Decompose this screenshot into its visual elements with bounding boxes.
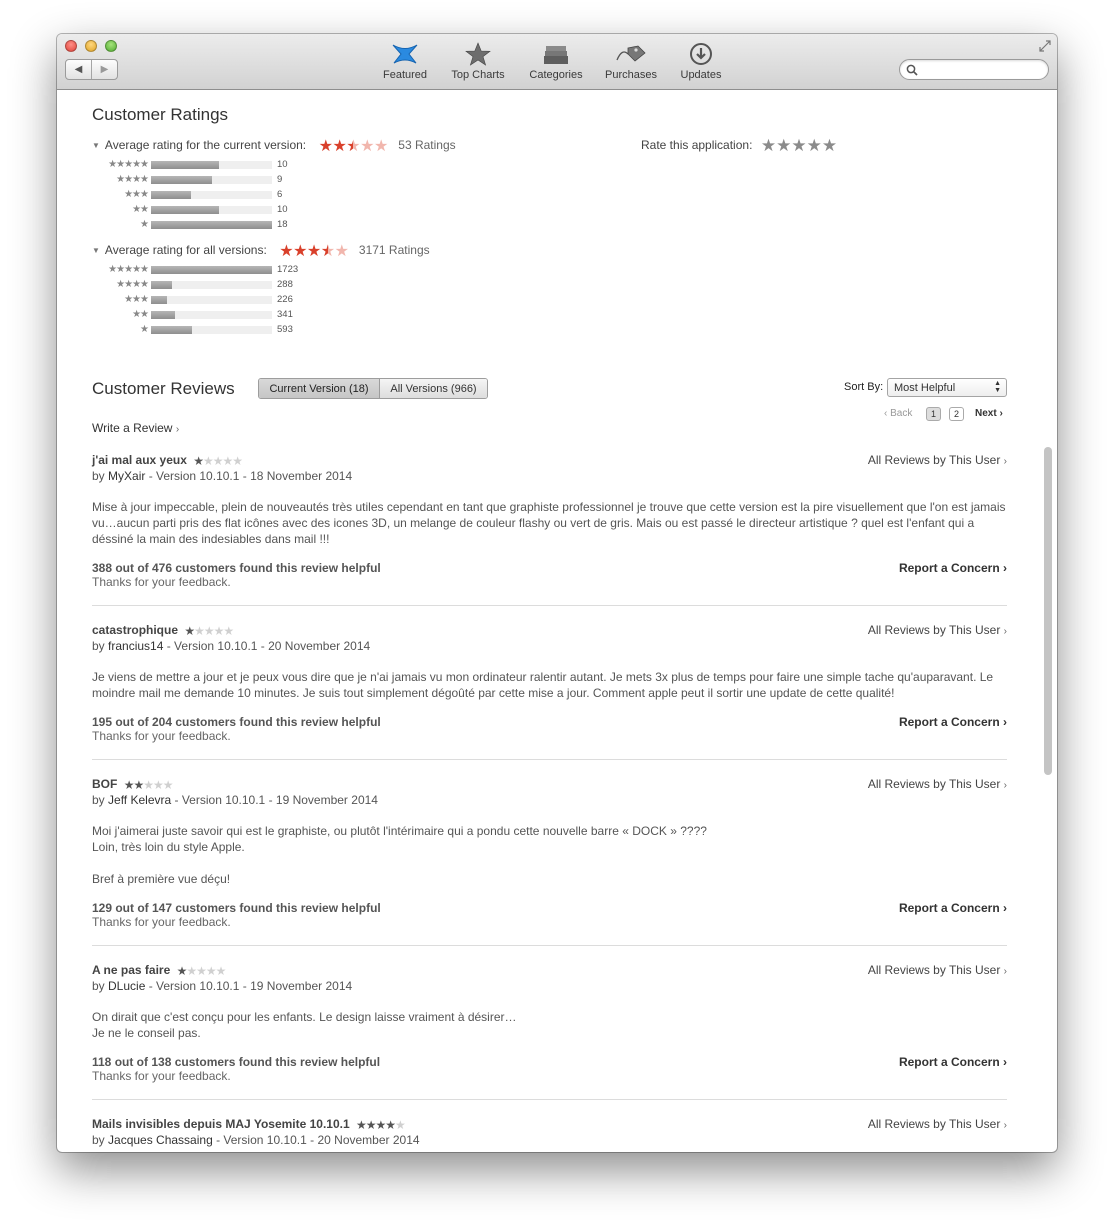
chevron-right-icon: › — [1003, 561, 1007, 575]
all-reviews-by-user-label: All Reviews by This User — [867, 623, 1001, 637]
all-reviews-by-user-link[interactable] — [868, 777, 1007, 791]
feedback-thanks: Thanks for your feedback. — [92, 575, 231, 589]
toolbar-top-charts[interactable] — [448, 42, 508, 81]
fullscreen-icon[interactable] — [1038, 39, 1052, 53]
zoom-button[interactable] — [105, 40, 117, 52]
review-by: by — [92, 979, 109, 993]
updates-icon — [688, 42, 714, 66]
chevron-right-icon: › — [1003, 966, 1007, 977]
all-reviews-by-user-link[interactable] — [868, 623, 1007, 637]
write-review-link[interactable] — [92, 421, 179, 435]
histogram-bar — [151, 296, 167, 304]
feedback-thanks: Thanks for your feedback. — [92, 915, 231, 929]
sort-by-label: Sort By: — [844, 381, 884, 393]
toolbar-featured[interactable] — [380, 42, 430, 81]
review-stars — [184, 625, 233, 638]
tab-all-versions[interactable]: All Versions (966) — [380, 379, 487, 398]
all-versions-rating — [92, 241, 430, 259]
histogram-track — [151, 311, 272, 319]
histogram-stars: ★ — [140, 219, 148, 230]
histogram-row — [92, 292, 298, 307]
histogram-row — [92, 217, 288, 232]
review-text-line: Je ne le conseil pas. — [92, 1026, 201, 1040]
review-author-link[interactable]: francius14 — [108, 639, 164, 653]
review-text — [92, 669, 1007, 701]
review-version-date: - Version 10.10.1 - 19 November 2014 — [145, 979, 353, 993]
histogram-track — [151, 206, 272, 214]
histogram-stars: ★★★ — [124, 294, 148, 305]
histogram-stars: ★★ — [132, 204, 148, 215]
sort-by-select[interactable] — [887, 378, 1007, 397]
review-text-line: Bref à première vue déçu! — [92, 872, 231, 886]
chevron-right-icon: › — [1003, 780, 1007, 791]
histogram-stars: ★ — [140, 324, 148, 335]
back-arrow-icon[interactable]: ◀ — [66, 60, 92, 79]
review-text — [92, 823, 1007, 887]
purchases-icon — [614, 42, 648, 66]
pagination-next-label: Next — [975, 408, 997, 419]
disclosure-triangle-icon[interactable]: ▼ — [92, 246, 100, 255]
toolbar-categories-label: Categories — [529, 69, 583, 81]
review-text-line — [92, 855, 1007, 871]
histogram-count: 10 — [277, 204, 288, 215]
histogram-count: 10 — [277, 159, 288, 170]
helpful-count: 195 out of 204 customers found this review helpful — [92, 715, 381, 729]
histogram-track — [151, 296, 272, 304]
review-divider — [92, 759, 1007, 760]
review-title: j'ai mal aux yeux — [92, 453, 187, 467]
review-stars — [177, 965, 226, 978]
review-stars — [356, 1119, 405, 1132]
histogram-bar — [151, 161, 219, 169]
histogram-track — [151, 326, 272, 334]
histogram-row — [92, 262, 298, 277]
toolbar-updates-label: Updates — [680, 69, 722, 81]
toolbar-top-charts-label: Top Charts — [451, 69, 505, 81]
customer-reviews-title: Customer Reviews — [92, 379, 235, 398]
histogram-bar — [151, 176, 212, 184]
chevron-right-icon: › — [175, 424, 180, 435]
pagination-back-label: Back — [890, 408, 913, 419]
review-stars-filled: ★ — [193, 454, 204, 468]
histogram-row — [92, 187, 288, 202]
histogram-bar — [151, 221, 272, 229]
review-stars-empty: ★★★★ — [186, 964, 226, 978]
search-field[interactable] — [899, 59, 1049, 80]
all-reviews-by-user-label: All Reviews by This User — [867, 963, 1001, 977]
review-text — [92, 1009, 1007, 1041]
current-version-rating-count: 53 Ratings — [398, 138, 456, 152]
helpful-count: 129 out of 147 customers found this review helpful — [92, 901, 381, 915]
review-divider — [92, 1099, 1007, 1100]
review-version-date: - Version 10.10.1 - 19 November 2014 — [171, 793, 378, 807]
feedback-thanks: Thanks for your feedback. — [92, 729, 231, 743]
histogram-stars: ★★★★ — [116, 279, 148, 290]
chevron-right-icon: › — [1003, 1120, 1007, 1131]
review-byline — [92, 639, 1007, 653]
histogram-row — [92, 307, 298, 322]
report-concern-label: Report a Concern — [898, 561, 1000, 575]
histogram-row — [92, 172, 288, 187]
current-version-histogram — [92, 157, 288, 232]
review-byline — [92, 1133, 1007, 1147]
all-reviews-by-user-link[interactable] — [868, 1117, 1007, 1131]
chevron-right-icon: › — [1003, 901, 1007, 915]
toolbar — [57, 34, 1057, 90]
histogram-stars: ★★★★★ — [108, 159, 148, 170]
histogram-row — [92, 277, 298, 292]
tab-current-version[interactable]: Current Version (18) — [259, 379, 380, 398]
review-stars-empty: ★★★ — [143, 778, 173, 792]
histogram-track — [151, 221, 272, 229]
chevron-left-icon: ‹ — [884, 408, 888, 419]
review-text-line: On dirait que c'est conçu pour les enfants. Le design laisse vraiment à désirer… — [92, 1010, 517, 1024]
chevron-right-icon: › — [1003, 715, 1007, 729]
review-by: by — [92, 469, 109, 483]
review-author-link[interactable]: DLucie — [108, 979, 146, 993]
histogram-bar — [151, 311, 175, 319]
review-stars-filled: ★★★★ — [356, 1118, 396, 1132]
report-concern-button[interactable] — [899, 901, 1007, 915]
histogram-bar — [151, 281, 172, 289]
all-reviews-by-user-link[interactable] — [868, 453, 1007, 467]
all-reviews-by-user-label: All Reviews by This User — [867, 1117, 1001, 1131]
review-author-link[interactable]: Jeff Kelevra — [108, 793, 172, 807]
review-byline — [92, 793, 1007, 807]
chevron-right-icon: › — [1003, 456, 1007, 467]
review-item — [92, 453, 1007, 589]
featured-icon — [389, 42, 421, 66]
review-author-link[interactable]: Jacques Chassaing — [108, 1133, 213, 1147]
review-by: by — [92, 1133, 109, 1147]
histogram-bar — [151, 206, 219, 214]
review-text — [92, 499, 1007, 547]
all-versions-rating-count: 3171 Ratings — [358, 243, 430, 257]
review-stars — [193, 455, 242, 468]
write-review-label: Write a Review — [92, 421, 173, 435]
rate-application-label: Rate this application: — [641, 138, 753, 152]
histogram-track — [151, 161, 272, 169]
helpful-count: 118 out of 138 customers found this review helpful — [92, 1055, 381, 1069]
histogram-track — [151, 281, 272, 289]
close-button[interactable] — [65, 40, 77, 52]
chevron-right-icon: › — [999, 408, 1003, 419]
review-divider — [92, 605, 1007, 606]
review-version-date: - Version 10.10.1 - 20 November 2014 — [212, 1133, 420, 1147]
report-concern-label: Report a Concern — [898, 901, 1000, 915]
histogram-track — [151, 176, 272, 184]
helpful-count: 388 out of 476 customers found this review helpful — [92, 561, 381, 575]
current-version-stars: ★★★★★ — [318, 138, 388, 155]
review-item — [92, 777, 1007, 929]
forward-arrow-icon[interactable]: ▶ — [100, 64, 109, 75]
histogram-count: 9 — [277, 174, 283, 185]
review-text-line: Loin, très loin du style Apple. — [92, 840, 245, 854]
toolbar-categories[interactable] — [526, 42, 586, 81]
review-version-date: - Version 10.10.1 - 18 November 2014 — [145, 469, 353, 483]
categories-icon — [542, 42, 570, 66]
histogram-track — [151, 191, 272, 199]
review-version-tabs — [258, 378, 488, 399]
toolbar-featured-label: Featured — [382, 69, 428, 81]
disclosure-triangle-icon[interactable]: ▼ — [92, 141, 100, 150]
toolbar-purchases[interactable] — [601, 42, 661, 81]
report-concern-label: Report a Concern — [898, 715, 1000, 729]
all-reviews-by-user-label: All Reviews by This User — [867, 453, 1001, 467]
histogram-count: 288 — [277, 279, 293, 290]
history-nav — [65, 59, 118, 80]
histogram-count: 18 — [277, 219, 288, 230]
sort-by-value: Most Helpful — [894, 382, 956, 394]
all-versions-histogram — [92, 262, 298, 337]
histogram-row — [92, 322, 298, 337]
review-by: by — [92, 639, 109, 653]
review-item — [92, 623, 1007, 743]
report-concern-button[interactable] — [899, 561, 1007, 575]
current-version-rating — [92, 136, 456, 154]
review-text-line: Mise à jour impeccable, plein de nouveautés très utiles cependant en tant que graphiste professionnel je trouve que cette version est la pire visuellement que l'on est jamais vu…aucun parti pris des flat icônes avec des icones 3D, un melange de couleur flashy ou vert de gris. Mais ou est passé le directeur artistique ? quel est l'enfant qui a déssiné la main des indesiables dans mail !!! — [92, 500, 1006, 546]
page-1-button[interactable]: 1 — [926, 407, 941, 421]
histogram-count: 226 — [277, 294, 293, 305]
review-version-date: - Version 10.10.1 - 20 November 2014 — [163, 639, 371, 653]
review-title: BOF — [92, 777, 118, 791]
review-divider — [92, 945, 1007, 946]
customer-ratings-title: Customer Ratings — [92, 105, 229, 124]
review-text-line: Moi j'aimerai juste savoir qui est le graphiste, ou plutôt l'intérimaire qui a pondu cette nouvelle barre « DOCK » ???? — [92, 824, 707, 838]
star-icon — [464, 42, 492, 66]
feedback-thanks: Thanks for your feedback. — [92, 1069, 231, 1083]
review-by: by — [92, 793, 109, 807]
pagination-next[interactable] — [975, 408, 1003, 419]
histogram-stars: ★★★★★ — [108, 264, 148, 275]
histogram-count: 593 — [277, 324, 293, 335]
toolbar-purchases-label: Purchases — [605, 69, 657, 81]
rate-application — [641, 136, 837, 154]
all-versions-rating-label: Average rating for all versions: — [104, 243, 267, 257]
review-stars-empty: ★★★★ — [194, 624, 234, 638]
histogram-row — [92, 202, 288, 217]
report-concern-button[interactable] — [899, 715, 1007, 729]
histogram-bar — [151, 326, 192, 334]
report-concern-label: Report a Concern — [898, 1055, 1000, 1069]
histogram-count: 1723 — [277, 264, 299, 275]
histogram-track — [151, 266, 272, 274]
chevron-right-icon: › — [1003, 1055, 1007, 1069]
review-item — [92, 963, 1007, 1083]
minimize-button[interactable] — [85, 40, 97, 52]
search-icon — [906, 64, 918, 76]
search-input[interactable] — [920, 62, 1040, 77]
page-2-button[interactable]: 2 — [949, 407, 964, 421]
pagination-back[interactable] — [884, 408, 912, 419]
app-window — [57, 34, 1057, 1152]
review-stars — [124, 779, 173, 792]
review-byline — [92, 979, 1007, 993]
review-title: A ne pas faire — [92, 963, 171, 977]
current-version-rating-label: Average rating for the current version: — [104, 138, 307, 152]
all-reviews-by-user-link[interactable] — [868, 963, 1007, 977]
histogram-stars: ★★ — [132, 309, 148, 320]
review-stars-filled: ★★ — [123, 778, 144, 792]
histogram-count: 341 — [277, 309, 293, 320]
review-stars-empty: ★★★★ — [203, 454, 243, 468]
all-reviews-by-user-label: All Reviews by This User — [867, 777, 1001, 791]
rate-stars-input[interactable]: ★★★★★ — [760, 136, 838, 155]
review-stars-filled: ★ — [184, 624, 195, 638]
histogram-row — [92, 157, 288, 172]
review-title: catastrophique — [92, 623, 179, 637]
review-byline — [92, 469, 1007, 483]
toolbar-updates[interactable] — [676, 42, 726, 81]
updown-arrow-icon: ▲ ▼ — [994, 380, 1001, 394]
histogram-bar — [151, 266, 272, 274]
histogram-stars: ★★★★ — [116, 174, 148, 185]
review-stars-empty: ★ — [395, 1118, 405, 1132]
chevron-right-icon: › — [1003, 626, 1007, 637]
histogram-count: 6 — [277, 189, 283, 200]
review-author-link[interactable]: MyXair — [108, 469, 146, 483]
review-text-line: Je viens de mettre a jour et je peux vous dire que je n'ai jamais vu mon ordinateur ralentir autant. Je mets 3x plus de temps pour faire une simple tache qu'auparavant. Le moindre mail me demande 10 minutes. Je suis tout simplement dégoûté par cette mise a jour. Comment apple peut il sortir une update de cette qualité! — [92, 670, 994, 700]
histogram-stars: ★★★ — [124, 189, 148, 200]
report-concern-button[interactable] — [899, 1055, 1007, 1069]
histogram-bar — [151, 191, 191, 199]
review-item — [92, 1117, 1007, 1147]
all-versions-stars: ★★★★★ — [279, 243, 349, 260]
scrollbar-thumb[interactable] — [1044, 447, 1052, 775]
review-title: Mails invisibles depuis MAJ Yosemite 10.10.1 — [92, 1117, 350, 1131]
review-stars-filled: ★ — [176, 964, 187, 978]
